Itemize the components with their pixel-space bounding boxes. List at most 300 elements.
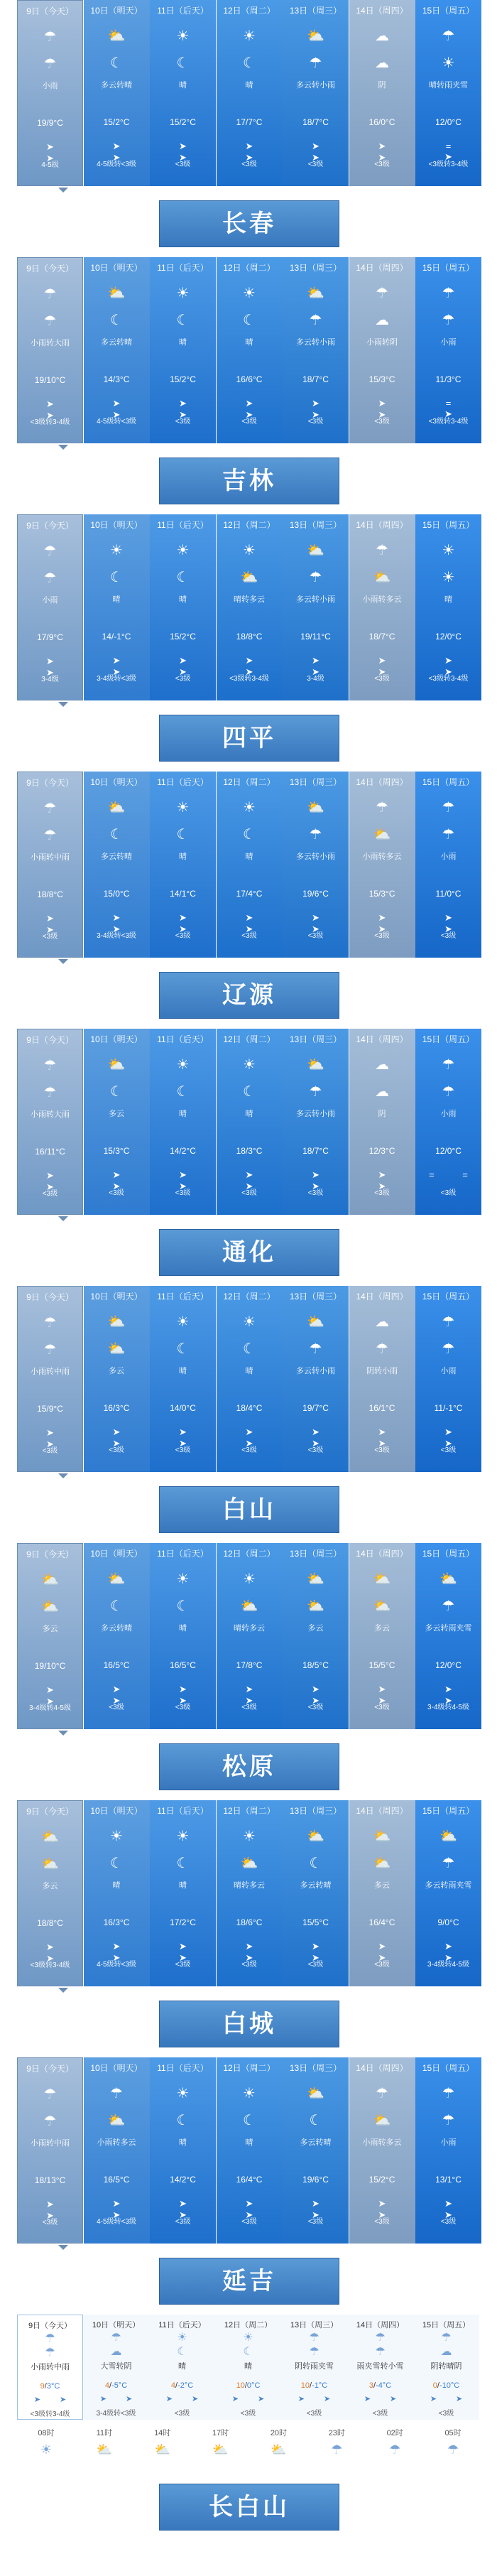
weather-desc: 多云 (109, 1110, 124, 1118)
rain-icon: ☂ (43, 1342, 57, 1358)
day-date: 10日（明天） (92, 2321, 141, 2329)
day-date: 11日（后天） (157, 777, 209, 787)
day-cell[interactable] (217, 1286, 283, 1472)
temperature: 11/-1°C (434, 1403, 463, 1413)
day-cell[interactable] (217, 514, 283, 700)
wind-level: <3级转3-4级 (229, 675, 269, 683)
wind-direction: ➤ ➤ (312, 912, 332, 934)
temp-high: 3 (368, 2381, 373, 2390)
rain-icon: ☂ (442, 1314, 455, 1330)
day-date: 14日（周四） (356, 263, 408, 273)
day-date: 12日（周二） (223, 520, 275, 530)
wind-direction: ➤ ➤ (245, 2198, 266, 2220)
wind-level: 3-4级转4-5级 (427, 1961, 469, 1969)
day-cell[interactable] (150, 514, 216, 700)
rain-icon: ☂ (441, 2332, 452, 2344)
day-cell[interactable] (217, 1029, 283, 1215)
wind-level: <3级 (109, 1446, 124, 1454)
wind-level: <3级 (374, 1961, 390, 1969)
city-title: 延吉 (159, 2258, 339, 2305)
wind-direction: ➤ ➤ (312, 655, 332, 677)
day-date: 12日（周二） (223, 263, 275, 273)
weather-desc: 晴转多云 (234, 1881, 265, 1890)
wind-level: <3级 (241, 932, 257, 940)
weather-desc: 小雨 (440, 1367, 457, 1375)
day-cell[interactable] (17, 2315, 83, 2420)
day-cell[interactable] (283, 257, 349, 443)
rain-icon: ☂ (442, 827, 455, 843)
day-cell[interactable] (84, 0, 150, 186)
day-cell[interactable] (349, 1029, 415, 1215)
day-date: 9日（今天） (26, 1549, 74, 1559)
day-cell[interactable] (349, 1286, 415, 1472)
weather-desc: 小雨转中雨 (31, 2139, 70, 2148)
partly-cloudy-icon: ⛅ (373, 1598, 391, 1614)
rain-icon: ☂ (331, 2442, 343, 2457)
temperature: 16/4°C (236, 2175, 263, 2185)
day-cell[interactable] (150, 1800, 216, 1986)
temp-low: 3°C (46, 2382, 60, 2391)
day-cell[interactable] (415, 1543, 481, 1729)
rain-icon: ☂ (45, 2347, 55, 2359)
day-cell[interactable] (84, 2057, 150, 2244)
city-section (0, 1800, 497, 2057)
day-date: 9日（今天） (26, 2064, 74, 2074)
temperature: 15/3°C (368, 374, 395, 384)
day-cell[interactable] (415, 257, 481, 443)
wind-direction: ➤ ➤ (444, 1684, 465, 1706)
day-cell[interactable] (283, 1800, 349, 1986)
day-cell[interactable] (84, 1543, 150, 1729)
day-cell[interactable] (150, 1286, 216, 1472)
wind-direction: ➤ ➤ (378, 2198, 399, 2220)
partly-cloudy-icon: ⛅ (307, 2086, 324, 2101)
day-date: 15日（周五） (422, 1806, 475, 1816)
temperature: 18/5°C (302, 1660, 329, 1670)
day-cell[interactable] (349, 514, 415, 700)
day-date: 12日（周二） (223, 2063, 275, 2073)
day-date: 15日（周五） (422, 263, 475, 273)
moon-icon: ☾ (243, 55, 256, 71)
day-cell[interactable] (84, 1286, 150, 1472)
weather-desc: 晴 (112, 595, 121, 604)
partly-cloudy-icon: ⛅ (41, 1572, 59, 1588)
day-cell[interactable] (217, 0, 283, 186)
day-cell[interactable] (413, 2315, 479, 2420)
day-cell[interactable] (283, 514, 349, 700)
temperature: 15/9°C (37, 1404, 63, 1414)
moon-icon: ☾ (176, 1598, 190, 1614)
wind-level: 3-4级转<3级 (97, 675, 136, 683)
day-cell[interactable] (83, 2315, 149, 2420)
day-date: 11日（后天） (157, 1806, 209, 1816)
day-cell[interactable] (17, 772, 83, 958)
day-date: 12日（周二） (223, 777, 275, 787)
wind-direction: = = (429, 1169, 481, 1180)
day-date: 13日（周三） (290, 2321, 339, 2329)
temperature (413, 2381, 479, 2390)
rain-icon: ☂ (375, 2346, 386, 2358)
day-cell[interactable] (17, 514, 83, 700)
day-cell[interactable] (347, 2315, 413, 2420)
weather-desc: 多云 (374, 1624, 390, 1633)
wind-direction: ➤ ➤ (112, 655, 133, 677)
wind-level: <3级 (175, 2218, 191, 2226)
rain-icon: ☂ (376, 800, 388, 816)
partly-cloudy-icon: ⛅ (107, 800, 126, 816)
city-title-wrap (0, 2244, 497, 2315)
partly-cloudy-icon: ⛅ (107, 1571, 126, 1587)
temp-separator: / (244, 2381, 247, 2390)
weather-desc: 多云 (42, 1625, 58, 1633)
city-section (0, 1543, 497, 1800)
temperature (281, 2381, 347, 2390)
partly-cloudy-icon: ⛅ (107, 1057, 126, 1073)
sun-icon: ☀ (176, 1829, 190, 1844)
day-cell[interactable] (283, 1286, 349, 1472)
wind-level: 3-4级转<3级 (96, 2410, 136, 2418)
wind-direction: ➤ ➤ (378, 1427, 399, 1449)
day-cell[interactable] (217, 1543, 283, 1729)
temperature: 18/13°C (34, 2175, 66, 2185)
wind-direction: ➤ ➤ (231, 2395, 273, 2403)
partly-cloudy-icon: ⛅ (41, 1829, 59, 1845)
day-cell[interactable] (84, 514, 150, 700)
wind-direction: ➤ ➤ (112, 398, 133, 420)
wind-level: <3级转3-4级 (30, 418, 70, 426)
day-cell[interactable] (150, 2057, 216, 2244)
wind-direction: ➤ ➤ (378, 1941, 399, 1963)
rain-icon: ☂ (376, 1341, 388, 1357)
temperature: 15/2°C (170, 374, 196, 384)
day-cell[interactable] (17, 1800, 83, 1986)
wind-level: <3级 (440, 1189, 457, 1197)
weather-desc: 晴 (179, 81, 187, 90)
day-date: 11日（后天） (158, 2321, 206, 2329)
sun-icon: ☀ (40, 2442, 52, 2457)
city-title-wrap (0, 443, 497, 514)
day-cell[interactable] (17, 1029, 83, 1215)
wind-direction: ➤ ➤ (46, 913, 67, 935)
weather-desc: 晴 (245, 853, 253, 861)
wind-direction: ➤ ➤ (179, 1427, 200, 1449)
day-date: 9日（今天） (26, 1807, 74, 1817)
day-cell[interactable] (349, 772, 415, 958)
wind-direction: ➤ ➤ (312, 1169, 332, 1191)
partly-cloudy-icon: ⛅ (439, 1571, 457, 1587)
day-date: 15日（周五） (422, 2063, 475, 2073)
day-cell[interactable] (281, 2315, 347, 2420)
day-cell[interactable] (349, 1543, 415, 1729)
partly-cloudy-icon: ⛅ (307, 800, 324, 816)
rain-icon: ☂ (442, 2086, 455, 2101)
wind-level: <3级 (241, 1961, 257, 1969)
day-cell[interactable] (415, 2057, 481, 2244)
day-cell[interactable] (349, 2057, 415, 2244)
weather-desc: 小雨 (42, 596, 58, 605)
rain-icon: ☂ (43, 1315, 57, 1331)
weather-desc: 小雨 (440, 853, 457, 861)
wind-direction: ➤ ➤ (245, 1684, 266, 1706)
hour-time: 05时 (444, 2429, 462, 2437)
temperature: 17/7°C (236, 117, 263, 127)
city-title-wrap (0, 1472, 497, 1543)
wind-level: <3级 (240, 2410, 256, 2418)
day-cell[interactable] (283, 2057, 349, 2244)
wind-level: 4-5级 (41, 161, 59, 169)
wind-direction: = ➤ (444, 398, 465, 419)
weather-desc: 小雨转大雨 (31, 339, 70, 347)
weather-desc: 小雨转中雨 (31, 2363, 70, 2371)
day-cell[interactable] (349, 257, 415, 443)
wind-direction: ➤ ➤ (46, 399, 67, 421)
moon-icon: ☾ (176, 55, 190, 71)
city-title: 松原 (159, 1743, 339, 1790)
weather-desc: 小雨转中雨 (31, 853, 70, 862)
day-date: 15日（周五） (422, 1549, 475, 1559)
temperature: 15/2°C (103, 117, 130, 127)
day-date: 12日（周二） (223, 1806, 275, 1816)
day-cell[interactable] (84, 1029, 150, 1215)
city-title-wrap (0, 1215, 497, 1286)
day-date: 13日（周三） (289, 520, 342, 530)
day-cell[interactable] (217, 2057, 283, 2244)
temperature: 16/11°C (35, 1147, 65, 1157)
wind-level: <3级 (109, 1189, 124, 1197)
wind-direction: ➤ ➤ (364, 2395, 405, 2403)
wind-direction: ➤ ➤ (179, 912, 200, 934)
temperature: 19/6°C (302, 889, 329, 899)
temperature: 18/8°C (236, 632, 263, 642)
moon-icon: ☾ (110, 570, 123, 585)
day-cell[interactable] (17, 0, 83, 186)
wind-direction: ➤ ➤ (378, 398, 399, 420)
temp-high: 10 (300, 2381, 310, 2390)
wind-level: <3级 (307, 2218, 324, 2226)
rain-icon: ☂ (442, 1856, 455, 1871)
wind-level: <3级 (175, 1189, 191, 1197)
rain-icon: ☂ (309, 827, 322, 843)
day-cell[interactable] (150, 257, 216, 443)
wind-level: <3级 (307, 1189, 324, 1197)
day-date: 15日（周五） (422, 6, 475, 16)
day-cell[interactable] (17, 1543, 83, 1729)
weather-desc: 小雨 (42, 82, 58, 90)
temp-low: -10°C (439, 2381, 460, 2390)
day-date: 10日（明天） (90, 520, 143, 530)
wind-direction: ➤ ➤ (99, 2395, 141, 2403)
wind-direction: ➤ ➤ (245, 1169, 266, 1191)
day-cell[interactable] (415, 1029, 481, 1215)
rain-icon: ☂ (447, 2442, 459, 2457)
temperature: 18/8°C (37, 889, 63, 899)
sun-icon: ☀ (176, 1314, 190, 1330)
temperature: 12/0°C (435, 1146, 462, 1156)
day-date: 13日（周三） (289, 1034, 342, 1044)
sun-icon: ☀ (176, 1057, 190, 1073)
temperature: 14/1°C (170, 889, 196, 899)
day-date: 11日（后天） (157, 1549, 209, 1559)
day-date: 12日（周二） (223, 1034, 275, 1044)
weather-desc: 阴 (378, 1110, 386, 1118)
temperature (347, 2381, 413, 2390)
wind-level: 3-4级 (307, 675, 324, 683)
sun-icon: ☀ (176, 800, 190, 816)
day-cell[interactable] (415, 0, 481, 186)
weather-desc: 晴 (178, 2362, 186, 2371)
weather-desc: 小雨 (440, 2138, 457, 2147)
temp-separator: / (437, 2381, 439, 2390)
wind-direction: ➤ ➤ (312, 1427, 332, 1449)
wind-direction: ➤ ➤ (312, 1941, 332, 1963)
moon-icon: ☾ (243, 313, 256, 328)
sun-icon: ☀ (110, 1829, 123, 1844)
wind-level: <3级 (374, 1446, 390, 1454)
partly-cloudy-icon: ⛅ (307, 1314, 324, 1330)
day-cell[interactable] (84, 257, 150, 443)
day-cell[interactable] (283, 772, 349, 958)
day-cell[interactable] (84, 1800, 150, 1986)
wind-level: <3级 (175, 418, 191, 426)
day-date: 15日（周五） (422, 1034, 475, 1044)
temp-low: -5°C (111, 2381, 128, 2390)
day-cell[interactable] (415, 514, 481, 700)
weather-desc: 晴转雨夹雪 (429, 81, 468, 90)
day-cell[interactable] (283, 1029, 349, 1215)
weather-desc: 阴转雨夹雪 (295, 2362, 334, 2371)
partly-cloudy-icon: ⛅ (373, 1856, 391, 1871)
wind-level: 4-5级转<3级 (97, 418, 136, 426)
rain-icon: ☂ (309, 1341, 322, 1357)
wind-direction: ➤ ➤ (46, 1684, 67, 1706)
day-cell[interactable] (217, 1800, 283, 1986)
temperature (215, 2381, 281, 2390)
wind-direction: ➤ ➤ (112, 1941, 133, 1963)
wind-level: <3级 (241, 1446, 257, 1454)
day-date: 10日（明天） (90, 2063, 143, 2073)
wind-direction: ➤ ➤ (378, 1169, 399, 1191)
day-date: 10日（明天） (90, 1806, 143, 1816)
temperature: 17/4°C (236, 889, 263, 899)
day-cell[interactable] (217, 257, 283, 443)
day-date: 10日（明天） (90, 1549, 143, 1559)
day-cell[interactable] (84, 772, 150, 958)
partly-cloudy-icon: ⛅ (373, 827, 391, 843)
temperature: 19/10°C (34, 1661, 66, 1671)
rain-icon: ☂ (376, 2086, 388, 2101)
day-cell[interactable] (17, 1286, 83, 1472)
temperature: 19/9°C (37, 118, 63, 128)
sun-icon: ☀ (243, 286, 256, 301)
sun-icon: ☀ (243, 2332, 253, 2344)
wind-direction: ➤ ➤ (46, 656, 67, 678)
temperature: 16/5°C (103, 1660, 130, 1670)
weather-desc: 雨夹雪转小雪 (356, 2362, 404, 2371)
day-cell[interactable] (415, 1286, 481, 1472)
temp-low: -2°C (178, 2381, 194, 2390)
partly-cloudy-icon: ⛅ (373, 1571, 391, 1587)
day-cell[interactable] (283, 0, 349, 186)
day-cell[interactable] (150, 772, 216, 958)
wind-direction: ➤ ➤ (112, 1684, 133, 1706)
partly-cloudy-icon: ⛅ (307, 1057, 324, 1073)
moon-icon: ☾ (243, 1341, 256, 1357)
wind-level: <3级 (374, 2218, 390, 2226)
hour-item (424, 2420, 482, 2469)
city-title-wrap (0, 186, 497, 257)
rain-icon: ☂ (43, 56, 57, 72)
hour-time: 02时 (386, 2429, 403, 2437)
sun-icon: ☀ (110, 543, 123, 558)
weather-desc: 多云 (307, 1624, 324, 1633)
day-cell[interactable] (150, 1543, 216, 1729)
wind-direction: ➤ ➤ (112, 141, 133, 163)
day-date: 10日（明天） (90, 1034, 143, 1044)
day-cell[interactable] (217, 772, 283, 958)
wind-direction: ➤ ➤ (444, 655, 465, 677)
weather-desc: 晴 (179, 338, 187, 347)
city-section (0, 2057, 497, 2315)
partly-cloudy-icon: ⛅ (307, 1571, 324, 1587)
cloud-icon: ☁ (375, 1084, 389, 1100)
partly-cloudy-icon: ⛅ (373, 1829, 391, 1844)
day-cell[interactable] (283, 1543, 349, 1729)
day-date: 10日（明天） (90, 777, 143, 787)
temperature: 11/3°C (435, 374, 462, 384)
wind-level: <3级 (109, 1704, 124, 1711)
partly-cloudy-icon: ⛅ (439, 1829, 457, 1844)
weather-desc: 晴 (245, 1110, 253, 1118)
partly-cloudy-icon: ⛅ (107, 1341, 126, 1357)
hour-time: 17时 (212, 2429, 229, 2437)
rain-icon: ☂ (43, 543, 57, 559)
wind-direction: ➤ ➤ (430, 2395, 471, 2403)
wind-level: <3级 (175, 1446, 191, 1454)
day-cell[interactable] (415, 772, 481, 958)
weather-desc: 小雨转大雨 (31, 1110, 70, 1119)
day-cell[interactable] (17, 257, 83, 443)
temperature (18, 2382, 82, 2391)
cloud-icon: ☁ (375, 28, 389, 44)
day-cell[interactable] (349, 1800, 415, 1986)
partly-cloudy-icon: ⛅ (373, 570, 391, 585)
temperature: 15/5°C (302, 1917, 329, 1927)
hour-item (366, 2420, 424, 2469)
day-cell[interactable] (150, 0, 216, 186)
rain-icon: ☂ (309, 2346, 320, 2358)
day-date: 13日（周三） (289, 2063, 342, 2073)
day-cell[interactable] (415, 1800, 481, 1986)
day-cell[interactable] (149, 2315, 215, 2420)
day-cell[interactable] (349, 0, 415, 186)
wind-level: <3级 (307, 932, 324, 940)
wind-level: <3级转3-4级 (30, 1961, 70, 1969)
wind-level: <3级 (374, 675, 390, 683)
day-cell[interactable] (215, 2315, 281, 2420)
city-title-wrap (0, 958, 497, 1029)
day-date: 13日（周三） (289, 1549, 342, 1559)
wind-level: 4-5级转<3级 (97, 1961, 136, 1969)
partly-cloudy-icon: ⛅ (307, 28, 324, 44)
wind-direction: ➤ ➤ (312, 398, 332, 420)
wind-level: 3-4级转4-5级 (29, 1704, 71, 1712)
weather-desc: 阴转小雨 (366, 1367, 398, 1375)
sun-icon: ☀ (176, 28, 190, 44)
day-cell[interactable] (150, 1029, 216, 1215)
day-cell[interactable] (17, 2057, 83, 2244)
partly-cloudy-icon: ⛅ (240, 570, 258, 585)
temperature: 17/9°C (37, 632, 63, 642)
